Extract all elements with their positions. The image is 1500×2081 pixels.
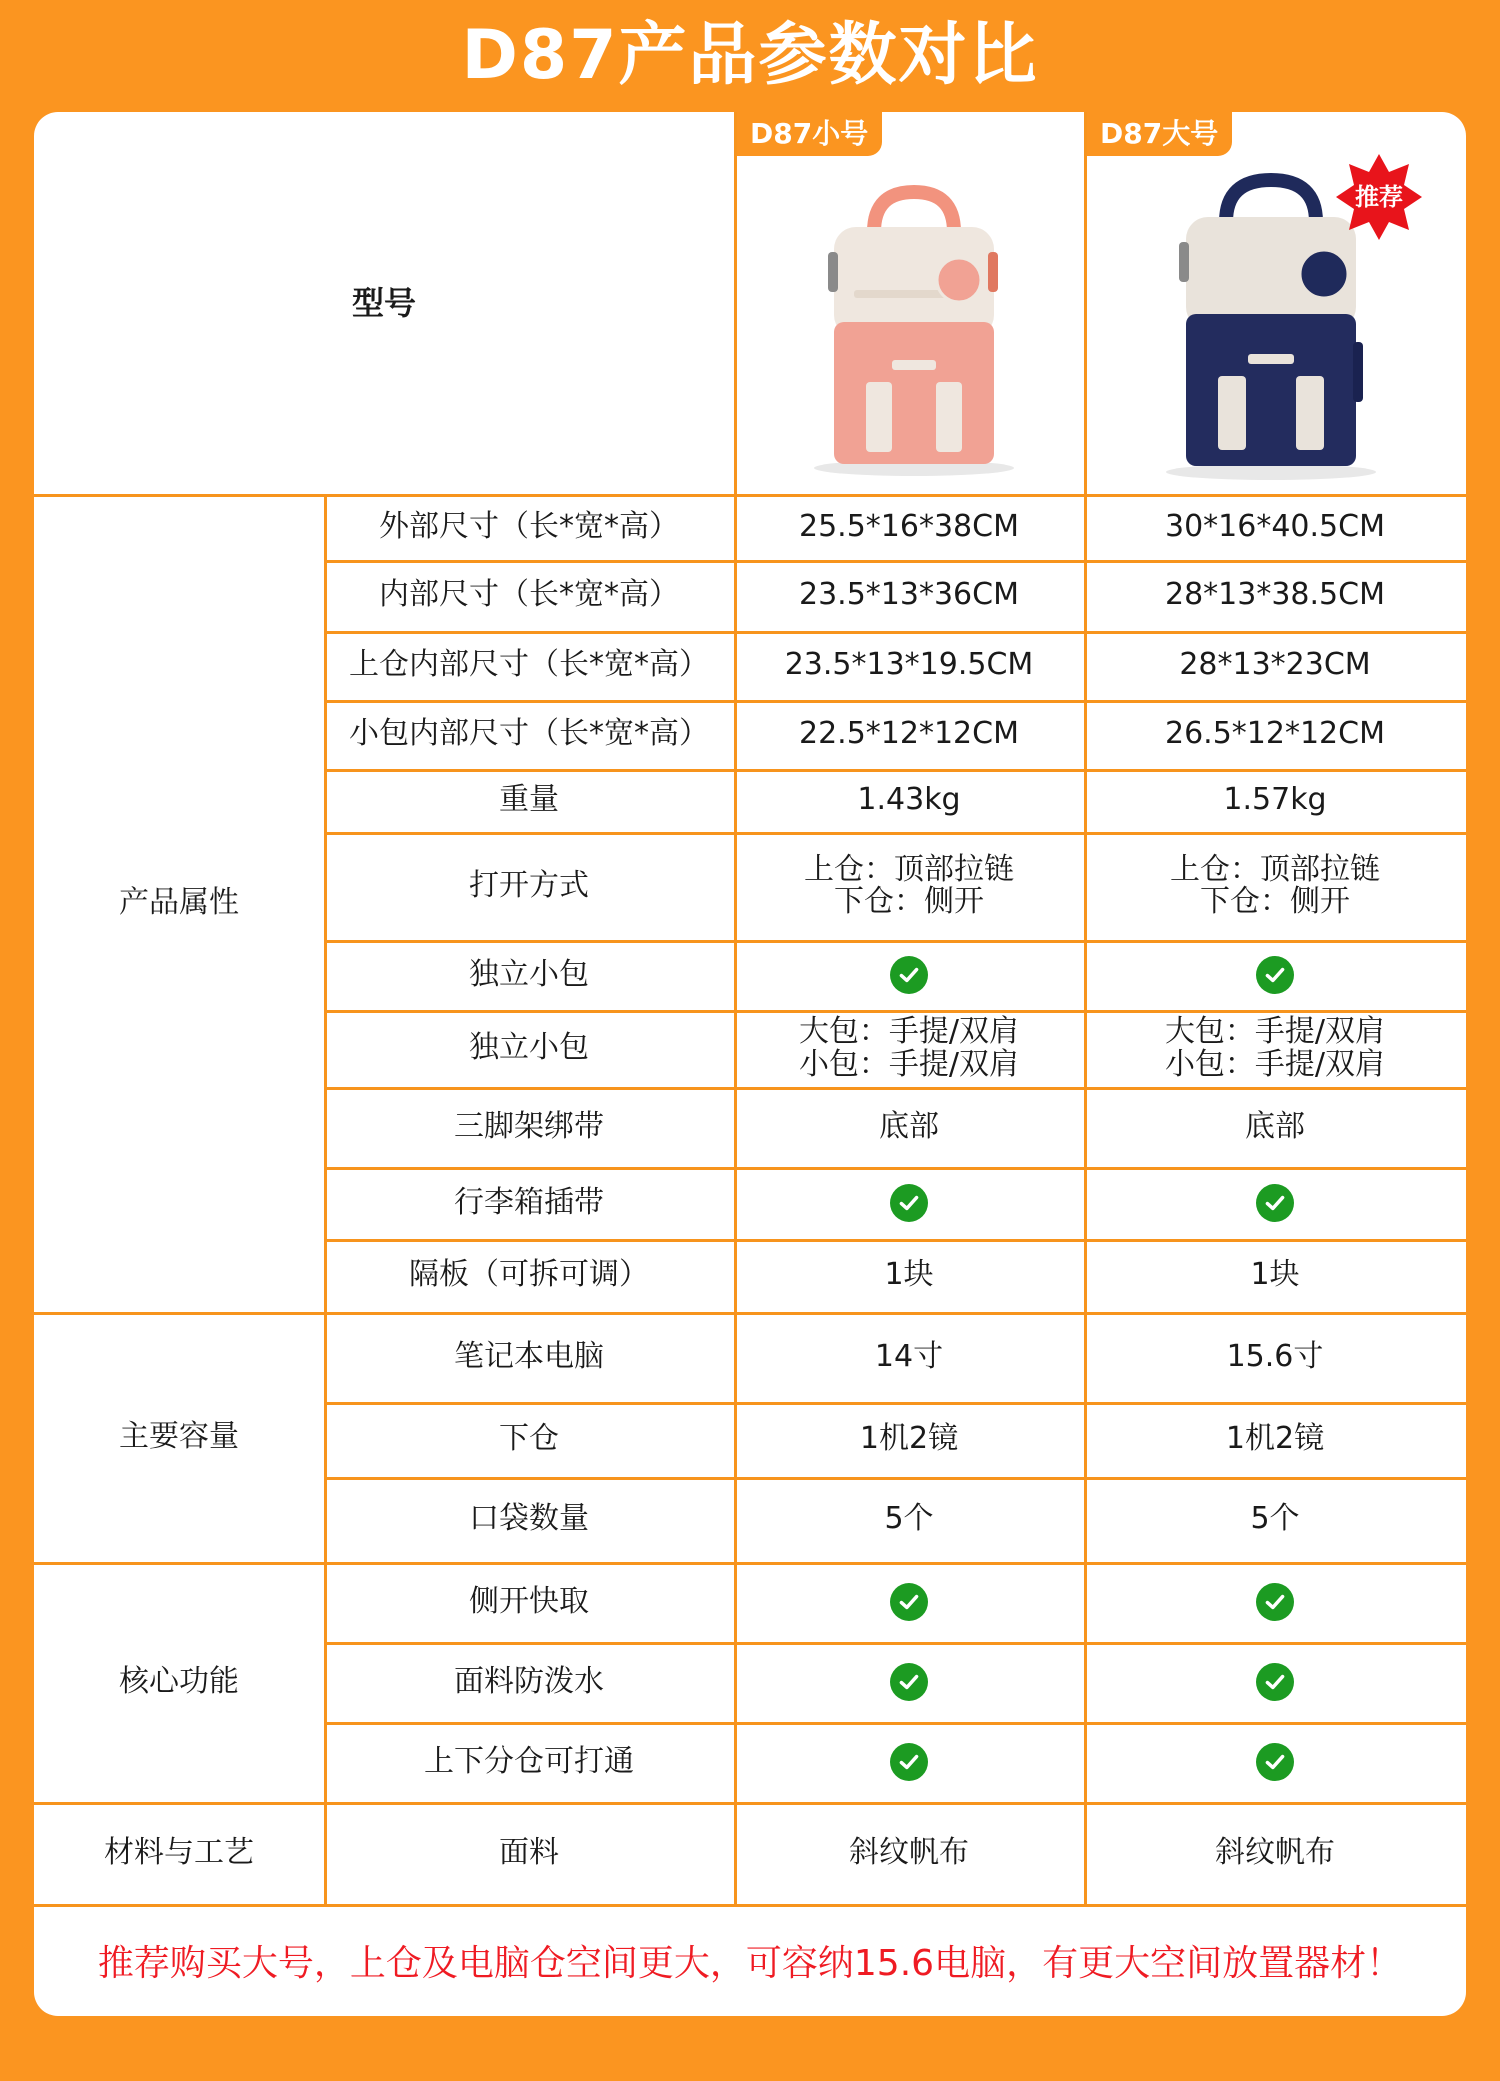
large-value-cell (1084, 1562, 1466, 1642)
large-value-cell: 底部 (1245, 1108, 1305, 1144)
large-value-cell (1084, 1010, 1466, 1087)
row-label: 重量 (499, 782, 559, 818)
row-label: 外部尺寸（长*宽*高） (379, 508, 679, 544)
small-backpack-image (774, 172, 1054, 482)
large-value-line: 上仓：顶部拉链 (1170, 851, 1380, 887)
row-label: 侧开快取 (469, 1583, 589, 1619)
check-icon (890, 1184, 928, 1222)
large-value-cell: 15.6寸 (1226, 1338, 1324, 1374)
small-value-cell: 1.43kg (857, 782, 961, 818)
small-value-cell: 1机2镜 (859, 1421, 959, 1457)
small-value-cell: 23.5*13*19.5CM (784, 647, 1034, 683)
small-value-cell (734, 1010, 1084, 1087)
small-value-cell: 斜纹帆布 (849, 1834, 969, 1870)
large-value-cell (1084, 1642, 1466, 1722)
check-icon (890, 1583, 928, 1621)
large-value-cell (1084, 832, 1466, 940)
section-label: 材料与工艺 (104, 1834, 254, 1870)
large-value-cell: 28*13*23CM (1179, 647, 1371, 683)
large-value-cell: 30*16*40.5CM (1165, 508, 1385, 544)
grid-line-horizontal (34, 1904, 1466, 1907)
row-label: 独立小包 (469, 1030, 589, 1066)
check-icon (1256, 1663, 1294, 1701)
row-label: 面料防泼水 (454, 1663, 604, 1699)
small-value-cell: 22.5*12*12CM (799, 716, 1019, 752)
row-label: 内部尺寸（长*宽*高） (379, 577, 679, 613)
small-value-cell (734, 1562, 1084, 1642)
check-icon (890, 1743, 928, 1781)
large-value-cell: 1块 (1250, 1257, 1300, 1293)
row-label: 隔板（可拆可调） (409, 1257, 649, 1293)
page-title: D87产品参数对比 (461, 16, 1039, 95)
small-value-line: 上仓：顶部拉链 (804, 851, 1014, 887)
large-value-cell: 1机2镜 (1225, 1421, 1325, 1457)
row-label: 笔记本电脑 (454, 1338, 604, 1374)
small-value-line: 大包：手提/双肩 (798, 1014, 1020, 1050)
small-value-cell (734, 1642, 1084, 1722)
row-label: 上仓内部尺寸（长*宽*高） (349, 647, 709, 683)
large-value-line: 小包：手提/双肩 (1164, 1046, 1386, 1082)
row-label: 下仓 (499, 1421, 559, 1457)
small-value-cell: 14寸 (874, 1338, 944, 1374)
small-value-cell: 底部 (879, 1108, 939, 1144)
section-label: 核心功能 (119, 1663, 239, 1699)
row-label: 小包内部尺寸（长*宽*高） (349, 716, 709, 752)
small-model-tag: D87小号 (736, 112, 882, 156)
row-label: 上下分仓可打通 (424, 1743, 634, 1779)
large-value-cell: 28*13*38.5CM (1165, 577, 1385, 613)
small-value-cell: 1块 (884, 1257, 934, 1293)
recommendation-footer: 推荐购买大号，上仓及电脑仓空间更大，可容纳15.6电脑，有更大空间放置器材！ (97, 1942, 1403, 1984)
small-value-cell: 23.5*13*36CM (799, 577, 1019, 613)
row-label: 面料 (499, 1834, 559, 1870)
check-icon (890, 1663, 928, 1701)
section-label: 产品属性 (119, 884, 239, 920)
check-icon (1256, 956, 1294, 994)
large-value-cell: 5个 (1250, 1501, 1300, 1537)
check-icon (1256, 1743, 1294, 1781)
section-label: 主要容量 (119, 1418, 239, 1454)
small-value-cell: 5个 (884, 1501, 934, 1537)
row-label: 行李箱插带 (454, 1184, 604, 1220)
large-model-tag: D87大号 (1086, 112, 1232, 156)
large-value-cell: 斜纹帆布 (1215, 1834, 1335, 1870)
small-value-line: 小包：手提/双肩 (798, 1046, 1020, 1082)
large-value-line: 下仓：侧开 (1200, 884, 1350, 919)
large-value-cell (1084, 1167, 1466, 1239)
check-icon (1256, 1583, 1294, 1621)
large-value-line: 大包：手提/双肩 (1164, 1014, 1386, 1050)
row-label: 独立小包 (469, 956, 589, 992)
small-value-cell (734, 940, 1084, 1010)
large-value-cell: 26.5*12*12CM (1165, 716, 1385, 752)
row-label: 口袋数量 (469, 1501, 589, 1537)
check-icon (890, 956, 928, 994)
recommend-badge-label: 推荐 (1355, 183, 1403, 211)
model-label: 型号 (351, 283, 416, 322)
large-value-cell: 1.57kg (1223, 782, 1327, 818)
row-label: 三脚架绑带 (454, 1108, 604, 1144)
small-value-cell (734, 1722, 1084, 1802)
large-value-cell (1084, 940, 1466, 1010)
large-value-cell (1084, 1722, 1466, 1802)
small-value-cell (734, 832, 1084, 940)
check-icon (1256, 1184, 1294, 1222)
small-value-cell: 25.5*16*38CM (799, 508, 1019, 544)
small-value-cell (734, 1167, 1084, 1239)
row-label: 打开方式 (469, 867, 589, 903)
small-value-line: 下仓：侧开 (834, 884, 984, 919)
comparison-table (34, 112, 1466, 2016)
